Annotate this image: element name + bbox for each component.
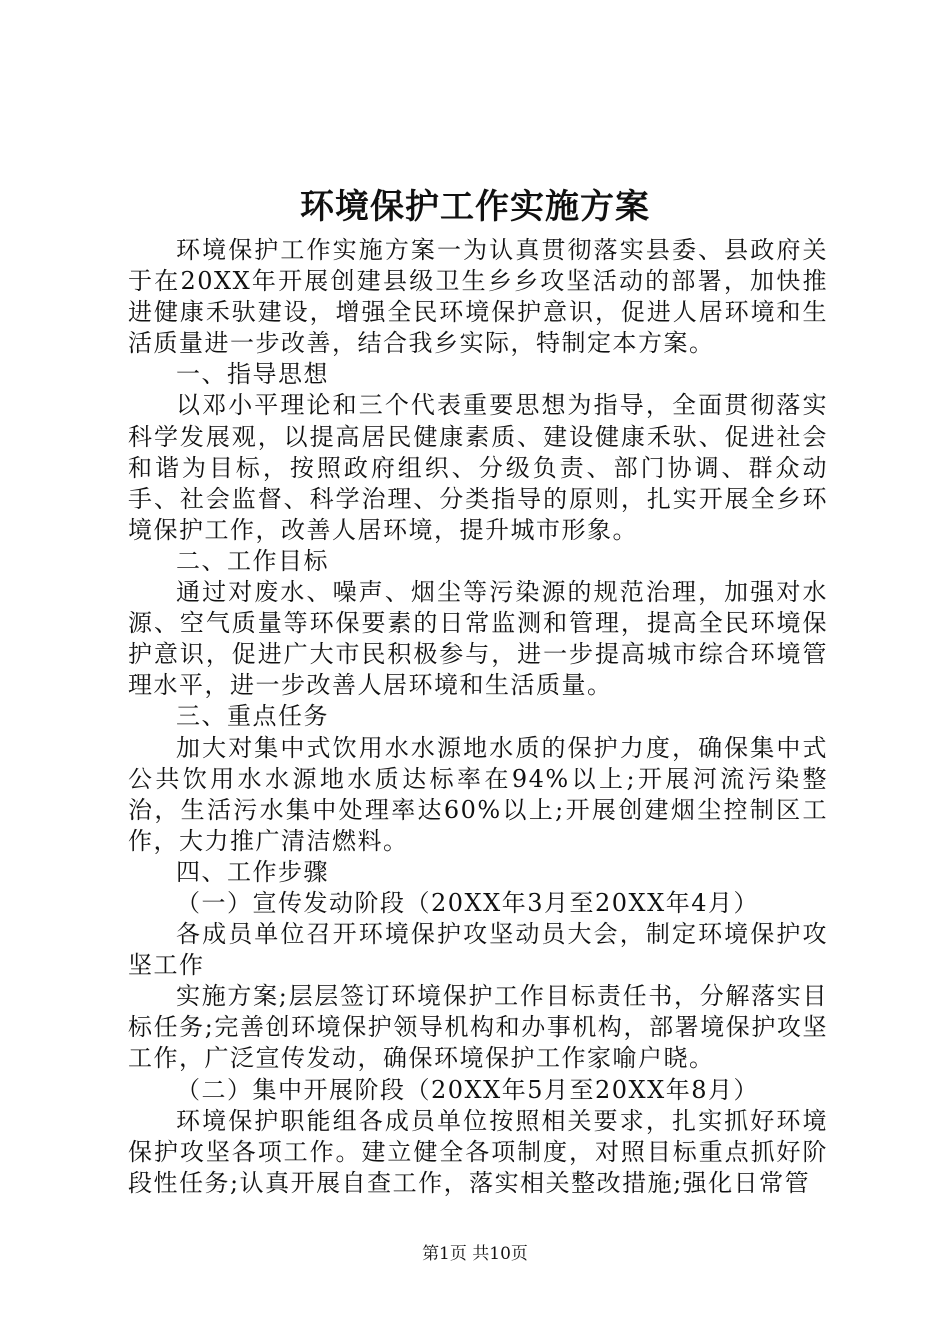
paragraph-key-tasks: 加大对集中式饮用水水源地水质的保护力度，确保集中式公共饮用水水源地水质达标率在94%以上;开展河流污染整治，生活污水集中处理率达60%以上;开展创建烟尘控制区工作，大力推广清洁燃料。 [128,733,828,855]
document-title: 环境保护工作实施方案 [300,187,650,227]
heading-key-tasks: 三、重点任务 [176,702,329,731]
subheading-stage-two: （二）集中开展阶段（20XX年5月至20XX年8月） [176,1075,759,1104]
paragraph-work-goals: 通过对废水、噪声、烟尘等污染源的规范治理，加强对水源、空气质量等环保要素的日常监测和管理，提高全民环境保护意识，促进广大市民积极参与，进一步提高城市综合环境管理水平，进一步改善人居环境和生活质量。 [128,578,828,700]
heading-work-steps: 四、工作步骤 [176,857,329,886]
paragraph-stage-two: 环境保护职能组各成员单位按照相关要求，扎实抓好环境保护攻坚各项工作。建立健全各项制度，对照目标重点抓好阶段性任务;认真开展自查工作，落实相关整改措施;强化日常管 [128,1106,828,1197]
paragraph-intro: 环境保护工作实施方案一为认真贯彻落实县委、县政府关于在20XX年开展创建县级卫生乡乡攻坚活动的部署，加快推进健康禾驮建设，增强全民环境保护意识，促进人居环境和生活质量进一步改善，结合我乡实际，特制定本方案。 [128,236,828,358]
paragraph-guiding-ideology: 以邓小平理论和三个代表重要思想为指导，全面贯彻落实科学发展观，以提高居民健康素质、建设健康禾驮、促进社会和谐为目标，按照政府组织、分级负责、部门协调、群众动手、社会监督、科学治理、分类指导的原则，扎实开展全乡环境保护工作，改善人居环境，提升城市形象。 [128,391,828,544]
heading-guiding-ideology: 一、指导思想 [176,360,329,389]
paragraph-stage-one-a: 各成员单位召开环境保护攻坚动员大会，制定环境保护攻坚工作 [128,920,828,980]
paragraph-stage-one-b: 实施方案;层层签订环境保护工作目标责任书，分解落实目标任务;完善创环境保护领导机构和办事机构，部署境保护攻坚工作，广泛宣传发动，确保环境保护工作家喻户晓。 [128,982,828,1073]
document-body [128,235,828,1199]
subheading-stage-one: （一）宣传发动阶段（20XX年3月至20XX年4月） [176,888,759,917]
page-number-footer: 第1页 共10页 [422,1244,528,1264]
heading-work-goals: 二、工作目标 [176,546,329,575]
